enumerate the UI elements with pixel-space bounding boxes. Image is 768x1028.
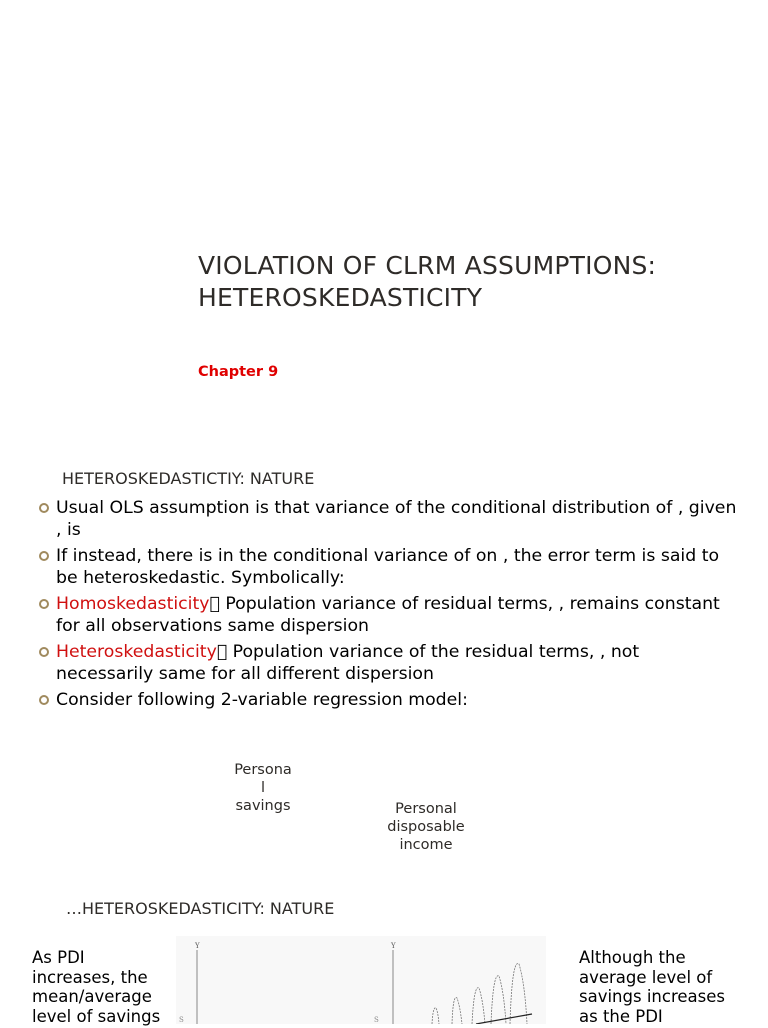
y-axis-label-left: Y [195, 942, 200, 950]
x-axis-label-income: Personal disposable income [387, 801, 465, 853]
slide-subtitle: Chapter 9 [198, 364, 279, 380]
bullet-term: Heteroskedasticity [56, 642, 217, 662]
title-slide [0, 0, 768, 440]
list-item [38, 594, 738, 637]
slide-title: VIOLATION OF CLRM ASSUMPTIONS: HETEROSKEDASTICITY [198, 251, 657, 312]
section-heading-continued: …HETEROSKEDASTICITY: NATURE [66, 899, 335, 918]
bullet-text: Consider following 2-variable regression model: [56, 690, 468, 710]
axis-marker-right: S [374, 1016, 379, 1024]
bullet-term: Homoskedasticity [56, 594, 210, 614]
bullet-icon [39, 503, 49, 513]
bullet-text: If instead, there is in the conditional variance of on , the error term is said to be heteroskedastic. Symbolically: [56, 546, 720, 588]
list-item [38, 642, 738, 685]
right-caption: Although the average level of savings increases as the PDI [579, 948, 725, 1026]
section-heading: HETEROSKEDASTICTIY: NATURE [62, 469, 315, 488]
distribution-curve [452, 998, 462, 1024]
list-item [38, 690, 738, 712]
bullet-list [38, 498, 738, 717]
list-item [38, 498, 738, 541]
bullet-icon [39, 551, 49, 561]
arrow-glyph-icon [209, 594, 215, 614]
left-caption: As PDI increases, the mean/average level of savings [32, 948, 161, 1026]
distribution-curve [432, 1008, 439, 1024]
bullet-text: Usual OLS assumption is that variance of the conditional distribution of , given , is [56, 498, 737, 540]
distribution-curve [491, 976, 506, 1024]
y-axis-label-right: Y [391, 942, 396, 950]
arrow-glyph-icon [216, 642, 223, 662]
bullet-icon [39, 647, 49, 657]
distribution-curve [472, 988, 485, 1024]
bullet-text: Population variance of residual terms, , remains constant for all observations same dispersion [56, 594, 710, 636]
bullet-icon [39, 599, 49, 609]
y-axis-label-savings: Persona l savings [234, 762, 292, 814]
axis-marker-left: S [179, 1016, 184, 1024]
heteroskedasticity-figure [176, 936, 546, 1024]
figure-svg [176, 936, 546, 1024]
bullet-text: Population variance of the residual terms, , not necessarily same for all different dispersion [56, 642, 732, 684]
list-item [38, 546, 738, 589]
bullet-icon [39, 695, 49, 705]
